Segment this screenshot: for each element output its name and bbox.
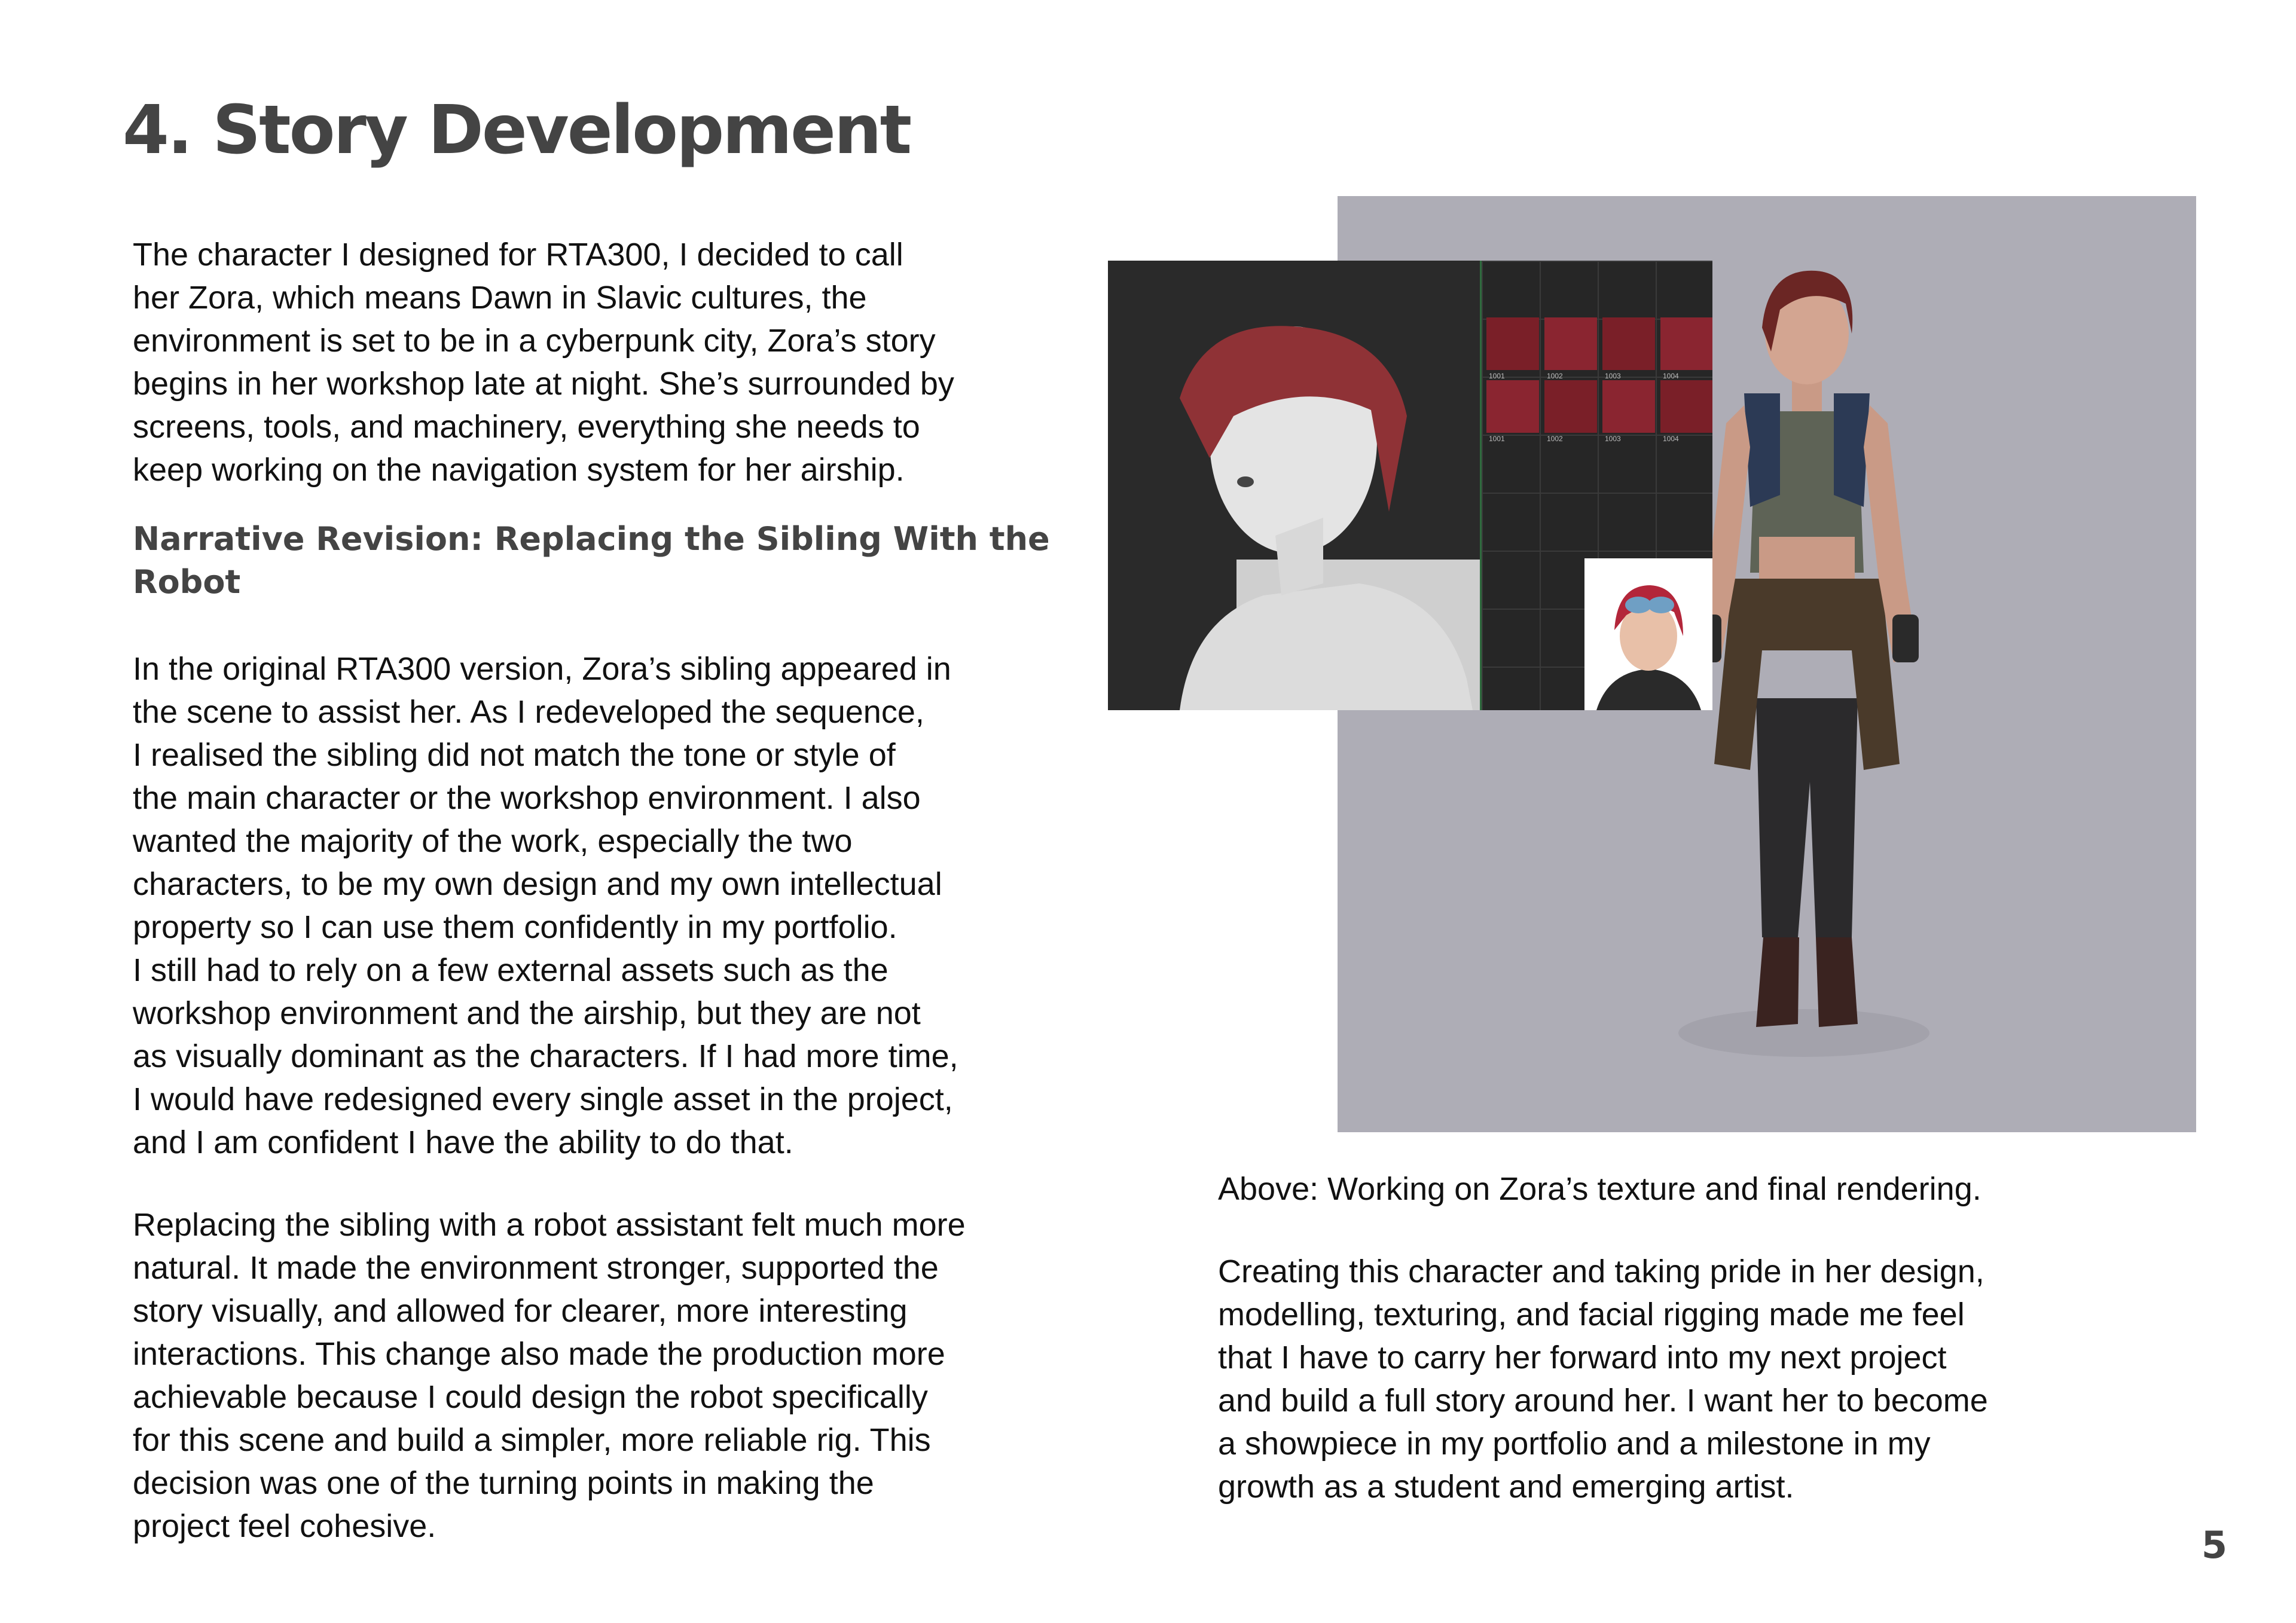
page-number: 5 (2201, 1523, 2227, 1567)
tile-label: 1003 (1605, 435, 1621, 443)
image-caption: Above: Working on Zora’s texture and final rendering. (1218, 1171, 1981, 1207)
tile-label: 1004 (1663, 435, 1679, 443)
tile-label: 1001 (1489, 435, 1505, 443)
tile-label: 1001 (1489, 372, 1505, 380)
modelling-screenshot (1108, 261, 1712, 710)
tile-label: 1003 (1605, 372, 1621, 380)
tile-label: 1002 (1547, 372, 1563, 380)
intro-paragraph: The character I designed for RTA300, I decided to call her Zora, which means Dawn in Slavic cultures, the environment is set to be in a cyberpunk city, Zora’s story begins in her workshop late at night. She’s surrounded by screens, tools, and machinery, everything she needs to keep working on the navigation system for her airship. (133, 237, 954, 488)
concept-art-portrait (1584, 558, 1712, 710)
revision-paragraph: In the original RTA300 version, Zora’s sibling appeared in the scene to assist her. As I redeveloped the sequence, I realised the sibling did not match the tone or style of the main character or the workshop environment. I also wanted the majority of the work, especially the two characters, to be my own design and my own intellectual property so I can use them confidently in my portfolio. I still had to rely on a few external assets such as the workshop environment and the airship, but they are not as visually dominant as the characters. If I had more time, I would have redesigned every single asset in the project, and I am confident I have the ability to do that. (133, 651, 958, 1160)
section-subheading: Narrative Revision: Replacing the Sibling With the Robot (133, 520, 1050, 601)
replacing-paragraph: Replacing the sibling with a robot assistant felt much more natural. It made the environment stronger, supported the story visually, and allowed for clearer, more interesting interactions. This change also made the production more achievable because I could design the robot specifically for this scene and build a simpler, more reliable rig. This decision was one of the turning points in making the project feel cohesive. (133, 1207, 966, 1544)
head-sculpt-render (1108, 261, 1480, 710)
tile-label: 1004 (1663, 372, 1679, 380)
concept-reference-image (1584, 558, 1712, 710)
viewport-panel (1108, 261, 1480, 710)
page-title: 4. Story Development (123, 91, 911, 169)
creating-paragraph: Creating this character and taking pride in her design, modelling, texturing, and facial rigging made me feel that I have to carry her forward into my next project and build a full story around her. I want her to become a showpiece in my portfolio and a milestone in my growth as a student and emerging artist. (1218, 1254, 1988, 1505)
tile-label: 1002 (1547, 435, 1563, 443)
